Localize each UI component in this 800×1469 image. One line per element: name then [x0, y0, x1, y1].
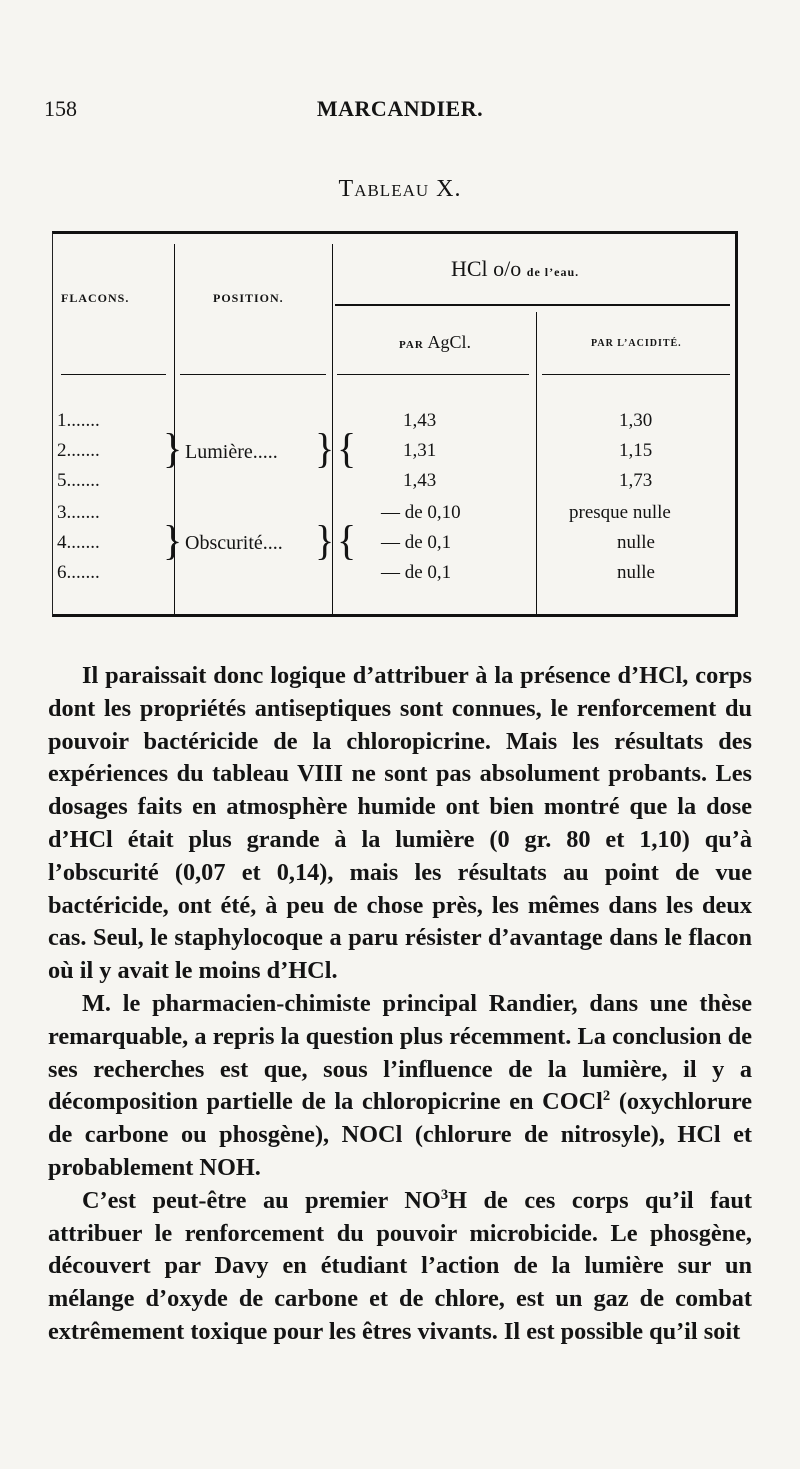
row-1-agcl: 1,43 [403, 410, 437, 431]
brace-agcl-obscurite: { [337, 516, 357, 565]
paragraph-2-superscript: 2 [602, 1088, 611, 1105]
paragraph-2-part-b: (oxychlorure de carbone ou phosgène), NOCl (chlorure de nitrosyle), HCl et probablement NOH. [48, 1088, 752, 1181]
row-5-flacon: 4....... [57, 532, 100, 553]
page-number: 158 [44, 96, 77, 121]
table-title-number: X. [436, 176, 462, 202]
row-1-acidite: 1,30 [619, 410, 653, 431]
row-3-flacon: 5....... [57, 470, 100, 491]
col-header-flacons: FLACONS. [61, 291, 130, 305]
col-header-hcl-tail: de l’eau. [526, 265, 580, 279]
row-1-flacon: 1....... [57, 410, 100, 431]
brace-agcl-lumiere: { [337, 424, 357, 473]
paragraph-1: Il paraissait donc logique d’attribuer à la présence d’HCl, corps dont les propriétés antiseptiques sont connues, le renforcement du pouvoir bactéricide de la chloropicrine. Mais les résultats des expériences du tableau VIII ne sont pas absolument probants. Les dosages faits en atmosphère humide ont bien montré que la dose d’HCl était plus grande à la lumière (0 gr. 80 et 1,10) qu’à l’obscurité (0,07 et 0,14), mais les résultats au point de vue bactéricide, ont été, à peu de chose près, les mêmes dans les deux cas. Seul, le staphylocoque a paru résister d’avantage dans le flacon où il y avait le moins d’HCl. [48, 662, 752, 985]
col-header-hcl [451, 256, 579, 282]
paragraph-3-superscript: 3 [440, 1186, 449, 1203]
row-4-flacon: 3....... [57, 502, 100, 523]
table-title-small: ableau [354, 176, 430, 202]
brace-right-lumiere: } [315, 424, 335, 473]
row-2-flacon: 2....... [57, 440, 100, 461]
brace-left-lumiere: } [163, 424, 183, 473]
page-header [44, 96, 756, 126]
col-header-position: POSITION. [213, 291, 284, 305]
row-4-agcl: — de 0,10 [381, 502, 461, 523]
paragraph-3 [48, 1185, 752, 1349]
col-header-hcl-main: HCl o/o [451, 256, 522, 281]
row-4-acidite: presque nulle [569, 502, 671, 523]
sub-header-agcl-prefix: PAR [399, 339, 424, 351]
hcl-group-rule [335, 304, 730, 306]
header-rule-1 [61, 374, 166, 375]
row-2-acidite: 1,15 [619, 440, 653, 461]
header-rule-2 [180, 374, 326, 375]
running-head: MARCANDIER. [316, 96, 484, 121]
sub-header-agcl-formula: AgCl. [427, 332, 472, 352]
row-6-agcl: — de 0,1 [381, 562, 452, 583]
group-label-lumiere: Lumière..... [185, 441, 278, 463]
paragraph-2 [48, 988, 752, 1185]
row-5-agcl: — de 0,1 [381, 532, 452, 553]
col-divider-3 [536, 312, 537, 616]
sub-header-agcl [399, 332, 471, 353]
table-title [0, 176, 800, 203]
row-3-agcl: 1,43 [403, 470, 437, 491]
row-6-acidite: nulle [617, 562, 655, 583]
row-3-acidite: 1,73 [619, 470, 653, 491]
header-rule-3 [337, 374, 529, 375]
table-title-prefix: T [338, 176, 355, 202]
data-table [52, 231, 738, 617]
row-2-agcl: 1,31 [403, 440, 437, 461]
brace-left-obscurite: } [163, 516, 183, 565]
paragraph-3-part-b: H de ces corps qu’il faut attribuer le renforcement du pouvoir microbicide. Le phosgène, découvert par Davy en étudiant l’action de la lumière sur un mélange d’oxyde de carbone et de chlore, est un gaz de combat extrêmement toxique pour les êtres vivants. Il est possible qu’il soit [48, 1186, 752, 1345]
paragraph-3-part-a: C’est peut-être au premier NO [82, 1186, 441, 1214]
row-6-flacon: 6....... [57, 562, 100, 583]
row-5-acidite: nulle [617, 532, 655, 553]
body-text [48, 660, 752, 1349]
sub-header-acidite: PAR L’ACIDITÉ. [591, 338, 682, 349]
brace-right-obscurite: } [315, 516, 335, 565]
header-rule-4 [542, 374, 730, 375]
paragraph-2-part-a: M. le pharmacien-chimiste principal Randier, dans une thèse remarquable, a repris la question plus récemment. La conclusion de ses recherches est que, sous l’influence de la lumière, il y a décomposition partielle de la chloropicrine en COCl [48, 989, 752, 1116]
group-label-obscurite: Obscurité.... [185, 532, 283, 554]
